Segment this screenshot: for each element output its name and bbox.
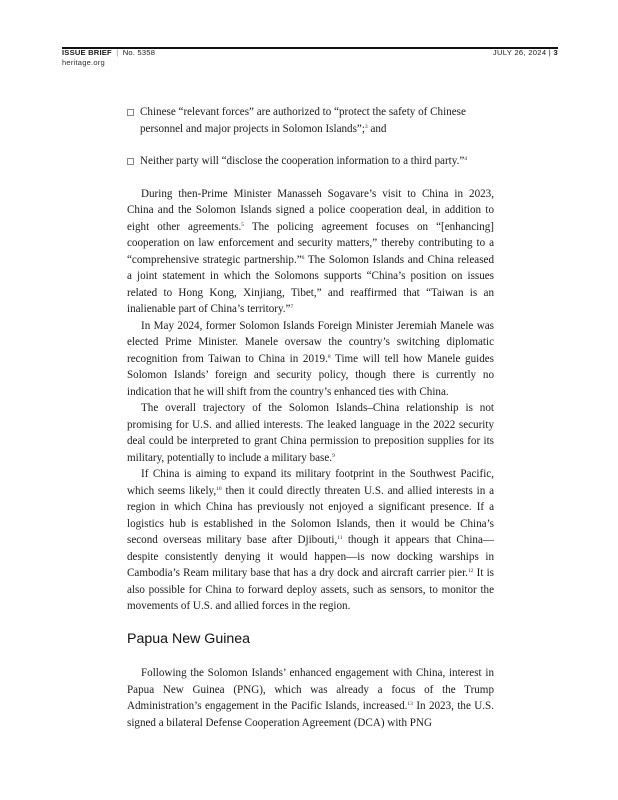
bullet-square-icon (127, 158, 134, 165)
section-heading: Papua New Guinea (127, 630, 251, 647)
text-run: In May 2024, former Solomon Islands Foreign Minister Jeremiah Manele was elected Prime Minister. Manele oversaw the country’s switching diplomatic recognition from Taiwan to China in 2019. (127, 319, 494, 365)
text-run: though it appears that China—despite consistently denying it would happen—is now docking warships in Cambodia’s Ream military base that has a dry dock and aircraft carrier pier. (127, 534, 494, 579)
text-run: Time will tell how Manele guides Solomon Islands’ foreign and security policy, though there is currently no indication that he will shift from the country’s enhanced ties with China. (127, 352, 494, 398)
page-number: 3 (553, 48, 558, 57)
text-run: The policing agreement focuses on “[enhancing] cooperation on law enforcement and security matters,” thereby contributing to a “comprehensive strategic partnership.” (127, 220, 494, 266)
footnote-ref: 13 (407, 701, 413, 707)
page-separator: | (548, 48, 552, 57)
bullet-text: Neither party will “disclose the cooperation information to a third party.” (140, 155, 465, 167)
header-separator: | (116, 48, 119, 57)
brief-label: ISSUE BRIEF (62, 48, 112, 57)
article-body (127, 104, 494, 731)
bullet-list (127, 104, 494, 170)
text-run: then it could directly threaten U.S. and allied interests in a region in which China has previously not enjoyed a significant presence. If a logistics hub is established in the Solomon Islands, then it would be China’s second overseas military base after Djibouti, (127, 484, 495, 546)
bullet-square-icon (127, 109, 134, 116)
text-run: It is also possible for China to forward deploy assets, such as sensors, to monitor the movements of U.S. and allied forces in the region. (127, 567, 494, 612)
paragraph (127, 400, 494, 466)
text-run: The overall trajectory of the Solomon Islands–China relationship is not promising for U.S. and allied interests. The leaked language in the 2022 security deal could be interpreted to grant China permission to preposition supplies for its military, potentially to include a military base. (127, 402, 494, 464)
section-paragraphs (127, 665, 494, 731)
bullet-item (127, 104, 494, 137)
brief-number: No. 5358 (122, 48, 156, 57)
footnote-ref: 5 (241, 221, 245, 228)
bullet-text: Chinese “relevant forces” are authorized to “protect the safety of Chinese personnel and major projects in Solomon Islands”; (140, 106, 466, 135)
publication-date: JULY 26, 2024 (492, 48, 547, 57)
site-url: heritage.org (62, 58, 105, 67)
footnote-ref: 6 (301, 254, 305, 261)
footnote-ref: 4 (464, 156, 468, 162)
paragraph (127, 186, 494, 318)
text-run: The Solomon Islands and China released a joint statement in which the Solomons supports “China’s position on issues related to Hong Kong, Xinjiang, Tibet,” and reaffirmed that “Taiwan is an inalienable part of China’s territory.” (127, 253, 494, 315)
page-header (62, 48, 558, 68)
footnote-ref: 10 (216, 485, 222, 492)
footnote-ref: 9 (332, 452, 335, 459)
footnote-ref: 8 (327, 353, 331, 360)
paragraph (127, 318, 494, 401)
paragraph (127, 466, 494, 615)
paragraph (127, 665, 494, 731)
footnote-ref: 3 (364, 123, 368, 130)
header-right (493, 48, 558, 57)
text-run: In 2023, the U.S. signed a bilateral Defense Cooperation Agreement (DCA) with PNG (127, 700, 495, 729)
header-left (62, 48, 558, 68)
paragraphs (127, 186, 494, 615)
bullet-item (127, 153, 494, 170)
footnote-ref: 7 (290, 304, 294, 310)
text-run: Following the Solomon Islands’ enhanced engagement with China, interest in Papua New Guinea (PNG), which was already a focus of the Trump Administration’s engagement in the Pacific Islands, increased. (127, 667, 494, 712)
text-run: During then-Prime Minister Manasseh Sogavare’s visit to China in 2023, China and the Solomon Islands signed a police cooperation deal, in addition to eight other agreements. (127, 187, 494, 233)
text-run: If China is aiming to expand its military footprint in the Southwest Pacific, which seems likely, (127, 468, 494, 497)
bullet-tail: and (367, 122, 387, 135)
footnote-ref: 11 (337, 535, 343, 541)
footnote-ref: 12 (467, 568, 474, 574)
